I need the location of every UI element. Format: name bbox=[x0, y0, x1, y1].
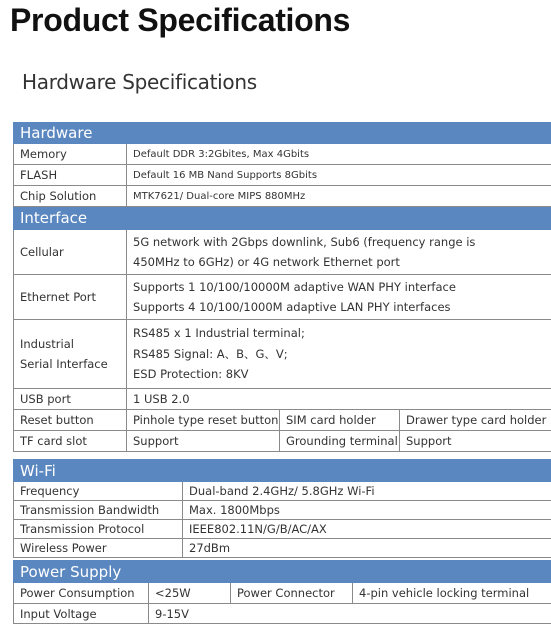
tf-value: Support bbox=[127, 431, 280, 452]
usb-value: 1 USB 2.0 bbox=[127, 389, 551, 410]
sim-label: SIM card holder bbox=[280, 410, 400, 431]
chip-value: MTK7621/ Dual-core MIPS 880MHz bbox=[127, 186, 551, 207]
table-row bbox=[14, 389, 551, 410]
connector-value: 4-pin vehicle locking terminal bbox=[353, 583, 551, 604]
serial-value bbox=[127, 320, 551, 389]
serial-label-line-1: Industrial bbox=[20, 336, 74, 351]
cellular-label: Cellular bbox=[14, 230, 127, 275]
power-table bbox=[13, 560, 551, 624]
cellular-value bbox=[127, 230, 551, 275]
usb-label: USB port bbox=[14, 389, 127, 410]
protocol-value: IEEE802.11N/G/B/AC/AX bbox=[183, 520, 551, 539]
voltage-value: 9-15V bbox=[149, 604, 551, 624]
protocol-label: Transmission Protocol bbox=[14, 520, 183, 539]
serial-line-1: RS485 x 1 Industrial terminal; bbox=[133, 326, 305, 341]
sim-value: Drawer type card holder bbox=[400, 410, 551, 431]
table-row bbox=[14, 230, 551, 275]
table-row bbox=[14, 320, 551, 389]
power-value: 27dBm bbox=[183, 539, 551, 558]
wifi-header: Wi-Fi bbox=[14, 460, 551, 482]
bandwidth-value: Max. 1800Mbps bbox=[183, 501, 551, 520]
wifi-table bbox=[13, 459, 551, 558]
table-row bbox=[14, 410, 551, 431]
serial-label-line-2: Serial Interface bbox=[20, 357, 108, 371]
chip-label: Chip Solution bbox=[14, 186, 127, 207]
memory-value: Default DDR 3:2Gbites, Max 4Gbits bbox=[127, 144, 551, 165]
reset-value: Pinhole type reset button bbox=[127, 410, 280, 431]
hardware-interface-table bbox=[13, 122, 551, 452]
ethernet-value bbox=[127, 275, 551, 320]
flash-value: Default 16 MB Nand Supports 8Gbits bbox=[127, 165, 551, 186]
tf-label: TF card slot bbox=[14, 431, 127, 452]
grounding-label: Grounding terminal bbox=[280, 431, 400, 452]
voltage-label: Input Voltage bbox=[14, 604, 149, 624]
serial-line-2: RS485 Signal: A、B、G、V; bbox=[133, 346, 288, 361]
consumption-value: <25W bbox=[149, 583, 231, 604]
table-row bbox=[14, 501, 551, 520]
ethernet-label: Ethernet Port bbox=[14, 275, 127, 320]
table-row bbox=[14, 431, 551, 452]
frequency-value: Dual-band 2.4GHz/ 5.8GHz Wi-Fi bbox=[183, 482, 551, 501]
ethernet-line-2: Supports 4 10/100/1000M adaptive LAN PHY interfaces bbox=[133, 300, 451, 314]
cellular-line-2: 450MHz to 6GHz) or 4G network Ethernet port bbox=[133, 255, 400, 269]
table-row bbox=[14, 604, 551, 624]
section-title: Hardware Specifications bbox=[22, 70, 257, 94]
table-row bbox=[14, 144, 551, 165]
bandwidth-label: Transmission Bandwidth bbox=[14, 501, 183, 520]
table-row bbox=[14, 165, 551, 186]
table-row bbox=[14, 482, 551, 501]
table-row bbox=[14, 275, 551, 320]
grounding-value: Support bbox=[400, 431, 551, 452]
page-title: Product Specifications bbox=[10, 2, 351, 38]
serial-line-3: ESD Protection: 8KV bbox=[133, 367, 249, 382]
serial-label bbox=[14, 320, 127, 389]
frequency-label: Frequency bbox=[14, 482, 183, 501]
memory-label: Memory bbox=[14, 144, 127, 165]
consumption-label: Power Consumption bbox=[14, 583, 149, 604]
table-row bbox=[14, 539, 551, 558]
power-label: Wireless Power bbox=[14, 539, 183, 558]
connector-label: Power Connector bbox=[231, 583, 353, 604]
cellular-line-1: 5G network with 2Gbps downlink, Sub6 (frequency range is bbox=[133, 234, 476, 249]
hardware-header: Hardware bbox=[14, 123, 551, 144]
table-row bbox=[14, 186, 551, 207]
table-row bbox=[14, 583, 551, 604]
ethernet-line-1: Supports 1 10/100/10000M adaptive WAN PHY interface bbox=[133, 279, 456, 294]
table-row bbox=[14, 520, 551, 539]
interface-header: Interface bbox=[14, 207, 551, 230]
power-supply-header: Power Supply bbox=[14, 561, 551, 583]
flash-label: FLASH bbox=[14, 165, 127, 186]
reset-label: Reset button bbox=[14, 410, 127, 431]
